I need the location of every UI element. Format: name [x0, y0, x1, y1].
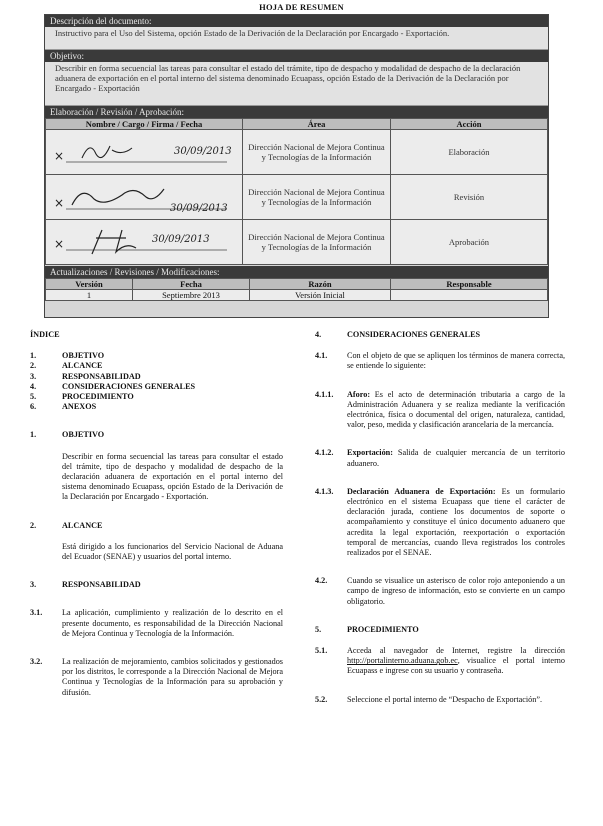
section-3-2: 3.2. La realización de mejoramiento, cambios solicitados y gestionados por los distritos, le corresponde a la Dirección Nacional de Mejora Continua y Tecnologías de la Información para su aprobación y difusión.	[30, 657, 283, 697]
index-item: 3. RESPONSABILIDAD	[30, 371, 141, 381]
section-4-2: 4.2. Cuando se visualice un asterisco de color rojo anteponiendo a un campo de ingreso de información, esto se convierte en un campo obligatorio.	[315, 576, 565, 606]
action-cell: Elaboración	[391, 130, 548, 175]
reason-cell: Versión Inicial	[250, 290, 391, 301]
col-header-action: Acción	[391, 119, 548, 130]
section-2-text: Está dirigido a los funcionarios del Servicio Nacional de Aduana del Ecuador (SENAE) y usuarios del portal interno.	[62, 541, 283, 562]
section-3-heading: 3. RESPONSABILIDAD	[30, 580, 141, 590]
index-item: 2. ALCANCE	[30, 361, 103, 371]
summary-sheet	[44, 14, 549, 318]
section-2-heading: 2. ALCANCE	[30, 520, 103, 530]
approval-row	[46, 220, 548, 265]
signature-image	[52, 226, 232, 260]
section-5-1: 5.1. Acceda al navegador de Internet, registre la dirección http://portalinterno.aduana.gob.ec, visualice el portal interno Ecuapass e ingrese con su usuario y contraseña.	[315, 646, 565, 676]
approval-table	[45, 118, 548, 265]
section-4-1-1: 4.1.1. Aforo: Es el acto de determinación tributaria a cargo de la Administración Aduanera y se realiza mediante la verificación electrónica, física o documental del origen, naturaleza, cantidad, valor, peso, medida y clasificación arancelaria de la mercancía.	[315, 389, 565, 430]
index-item: 6. ANEXOS	[30, 402, 97, 412]
signature-cell	[46, 130, 243, 175]
col-header-reason: Razón	[250, 279, 391, 290]
signature-date: 30/09/2013	[152, 234, 210, 245]
col-header-area: Área	[243, 119, 391, 130]
svg-text:×: ×	[54, 196, 65, 210]
modification-row	[46, 290, 548, 301]
approval-row	[46, 175, 548, 220]
index-title: ÍNDICE	[30, 330, 60, 339]
section-4-1-3: 4.1.3. Declaración Aduanera de Exportación: Es un formulario electrónico en el sistema Ecuapass que tiene el carácter de declaración jurada, contiene los documentos de soporte o acompañamiento y constituye el único documento aduanero que acredita la legal exportación, reexportación o exportación temporal de mercancías, cuando lleva registrados los controles realizados por el SENAE.	[315, 486, 565, 558]
left-column	[30, 330, 283, 698]
index-item: 5. PROCEDIMIENTO	[30, 392, 134, 402]
section-3-1: 3.1. La aplicación, cumplimiento y realización de lo descrito en el presente documento, es responsabilidad de la Dirección Nacional de Mejora Continua y Tecnología de la Información.	[30, 608, 283, 638]
action-cell: Revisión	[391, 175, 548, 220]
portal-link[interactable]: http://portalinterno.aduana.gob.ec	[347, 656, 458, 666]
col-header-date: Fecha	[133, 279, 250, 290]
area-cell: Dirección Nacional de Mejora Continua y Tecnologías de la Información	[243, 175, 391, 220]
svg-text:×: ×	[54, 237, 65, 251]
objective-text: Describir en forma secuencial las tareas para consultar el estado del trámite, tipo de despacho y modalidad de despacho de la declaración aduanera de exportación en el portal interno del sistema denominado Ecuapass, opción Estado de la Derivación de la Declaración por Encargado - Exportación	[45, 62, 548, 106]
svg-text:×: ×	[54, 149, 65, 163]
modifications-table	[45, 278, 548, 301]
section-1-text: Describir en forma secuencial las tareas para consultar el estado del trámite, tipo de despacho y modalidad de despacho de la declaración aduanera de exportación en el portal interno del sistema denominado Ecuapass, opción Estado de la Derivación de la Declaración por Encargado - Exportación.	[62, 451, 283, 502]
index-item: 4. CONSIDERACIONES GENERALES	[30, 381, 196, 391]
description-header: Descripción del documento:	[45, 15, 548, 27]
area-cell: Dirección Nacional de Mejora Continua y Tecnologías de la Información	[243, 220, 391, 265]
signature-image	[52, 181, 232, 215]
right-column	[315, 330, 565, 705]
action-cell: Aprobación	[391, 220, 548, 265]
section-1-heading: 1. OBJETIVO	[30, 430, 105, 440]
responsible-cell	[391, 290, 548, 301]
modifications-header: Actualizaciones / Revisiones / Modificaciones:	[45, 266, 548, 278]
signature-cell	[46, 220, 243, 265]
section-4-1: 4.1. Con el objeto de que se apliquen los términos de manera correcta, se entiende lo siguiente:	[315, 351, 565, 371]
description-text: Instructivo para el Uso del Sistema, opción Estado de la Derivación de la Declaración por Encargado - Exportación.	[45, 27, 548, 50]
version-cell: 1	[46, 290, 133, 301]
section-4-heading: 4. CONSIDERACIONES GENERALES	[315, 330, 481, 339]
objective-header: Objetivo:	[45, 50, 548, 62]
col-header-version: Versión	[46, 279, 133, 290]
signature-cell	[46, 175, 243, 220]
col-header-name: Nombre / Cargo / Firma / Fecha	[46, 119, 243, 130]
section-5-heading: 5. PROCEDIMIENTO	[315, 624, 419, 634]
date-cell: Septiembre 2013	[133, 290, 250, 301]
signature-image	[52, 136, 232, 170]
signature-date: 30/09/2013	[174, 146, 232, 157]
elaboration-header: Elaboración / Revisión / Aprobación:	[45, 106, 548, 118]
area-cell: Dirección Nacional de Mejora Continua y Tecnologías de la Información	[243, 130, 391, 175]
section-5-2: 5.2. Seleccione el portal interno de “Despacho de Exportación”.	[315, 694, 543, 704]
approval-row	[46, 130, 548, 175]
index-item: 1. OBJETIVO	[30, 351, 105, 361]
col-header-responsible: Responsable	[391, 279, 548, 290]
signature-date: 30/09/2013	[170, 203, 228, 214]
page-title: HOJA DE RESUMEN	[259, 2, 344, 12]
section-4-1-2: 4.1.2. Exportación: Salida de cualquier mercancía de un territorio aduanero.	[315, 448, 565, 468]
